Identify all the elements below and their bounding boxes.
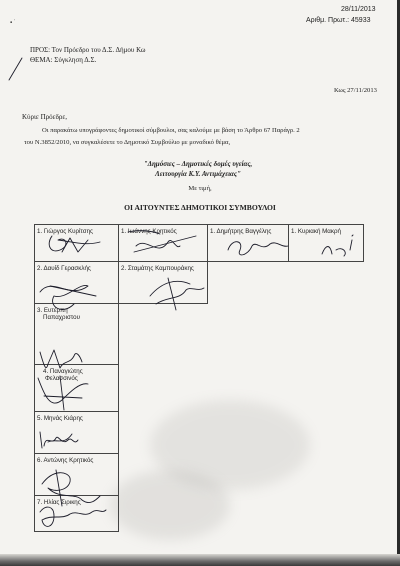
signatory-name: 2. Σταμάτης Καμπουράκης [121, 265, 194, 272]
empty-cell [289, 262, 364, 304]
signature-cell [208, 225, 289, 262]
empty-cell [119, 496, 364, 532]
scan-edge-shadow [0, 554, 400, 566]
signature-cell [35, 496, 119, 532]
signature-row [35, 262, 364, 304]
empty-cell [119, 365, 364, 412]
empty-cell [119, 412, 364, 454]
document-date: 28/11/2013 [341, 6, 376, 13]
empty-cell [208, 262, 289, 304]
signatory-name: 6. Αντώνης Κρητικός [37, 457, 94, 464]
signature-cell [35, 225, 119, 262]
request-paragraph-line-2: του Ν.3852/2010, να συγκαλέσετε το Δημοτικό Συμβούλιο με μοναδικό θέμα, [24, 139, 231, 146]
protocol-number: Αριθμ. Πρωτ.: 45933 [306, 17, 371, 24]
signature-cell [35, 262, 119, 304]
signatories-heading: ΟΙ ΑΙΤΟΥΝΤΕΣ ΔΗΜΟΤΙΚΟΙ ΣΥΜΒΟΥΛΟΙ [124, 203, 276, 212]
margin-mark: ▪ ˙ [10, 19, 16, 26]
signature-cell [119, 225, 208, 262]
signature-cell [35, 412, 119, 454]
salutation: Κύριε Πρόεδρε, [22, 113, 68, 121]
signature-cell [289, 225, 364, 262]
recipient-line: ΠΡΟΣ: Τον Πρόεδρο του Δ.Σ. Δήμου Κω [30, 46, 146, 54]
signature-cell [35, 304, 119, 365]
signature-cell [35, 365, 119, 412]
empty-cell [119, 454, 364, 496]
signatory-name: 1. Ιωάννης Κρητικός [121, 228, 177, 235]
signatory-name: 5. Μηνάς Κιάρης [37, 415, 83, 422]
signatory-name: 7. Ηλίας Σιρικης [37, 499, 81, 506]
empty-cell [119, 304, 364, 365]
closing-phrase: Με τιμή, [188, 185, 212, 192]
subject-line: ΘΕΜΑ: Σύγκληση Δ.Σ. [30, 56, 97, 64]
signature-row [35, 496, 364, 532]
signature-row [35, 304, 364, 365]
place-and-date: Κως 27/11/2013 [334, 87, 377, 94]
request-paragraph-line-1: Οι παρακάτω υπογράφοντες δημοτικοί σύμβουλοι, σας καλούμε με βάση το Άρθρο 67 Παράγρ. 2 [42, 127, 300, 134]
signature-cell [119, 262, 208, 304]
signature-row [35, 412, 364, 454]
signatory-name [37, 307, 80, 321]
signatory-name-part: Φελασσινός [45, 375, 78, 383]
signatory-name-part: 3. Ευτέρπη [37, 307, 68, 314]
signature-row [35, 365, 364, 412]
signatory-name [37, 368, 83, 382]
signatory-name: 1. Γιώργος Κυρίτσης [37, 228, 93, 235]
signature-row [35, 225, 364, 262]
topic-line-2: Λειτουργία Κ.Υ. Αντιμάχειας" [155, 170, 241, 178]
signatory-name: 1. Δημήτρης Βαγγέλης [210, 228, 272, 235]
signature-cell [35, 454, 119, 496]
topic-line-1: "Δημόσιες – Δημοτικές δομές υγείας, [143, 160, 253, 168]
signatory-name: 1. Κυριακή Μακρή [291, 228, 341, 235]
signatory-name: 2. Δαυίδ Γερασκλής [37, 265, 91, 272]
signature-row [35, 454, 364, 496]
signatory-name-part: Παπαχριστου [43, 314, 80, 322]
signatory-name-part: 4. Παναγιώτης [43, 368, 83, 375]
signature-table [34, 224, 364, 532]
